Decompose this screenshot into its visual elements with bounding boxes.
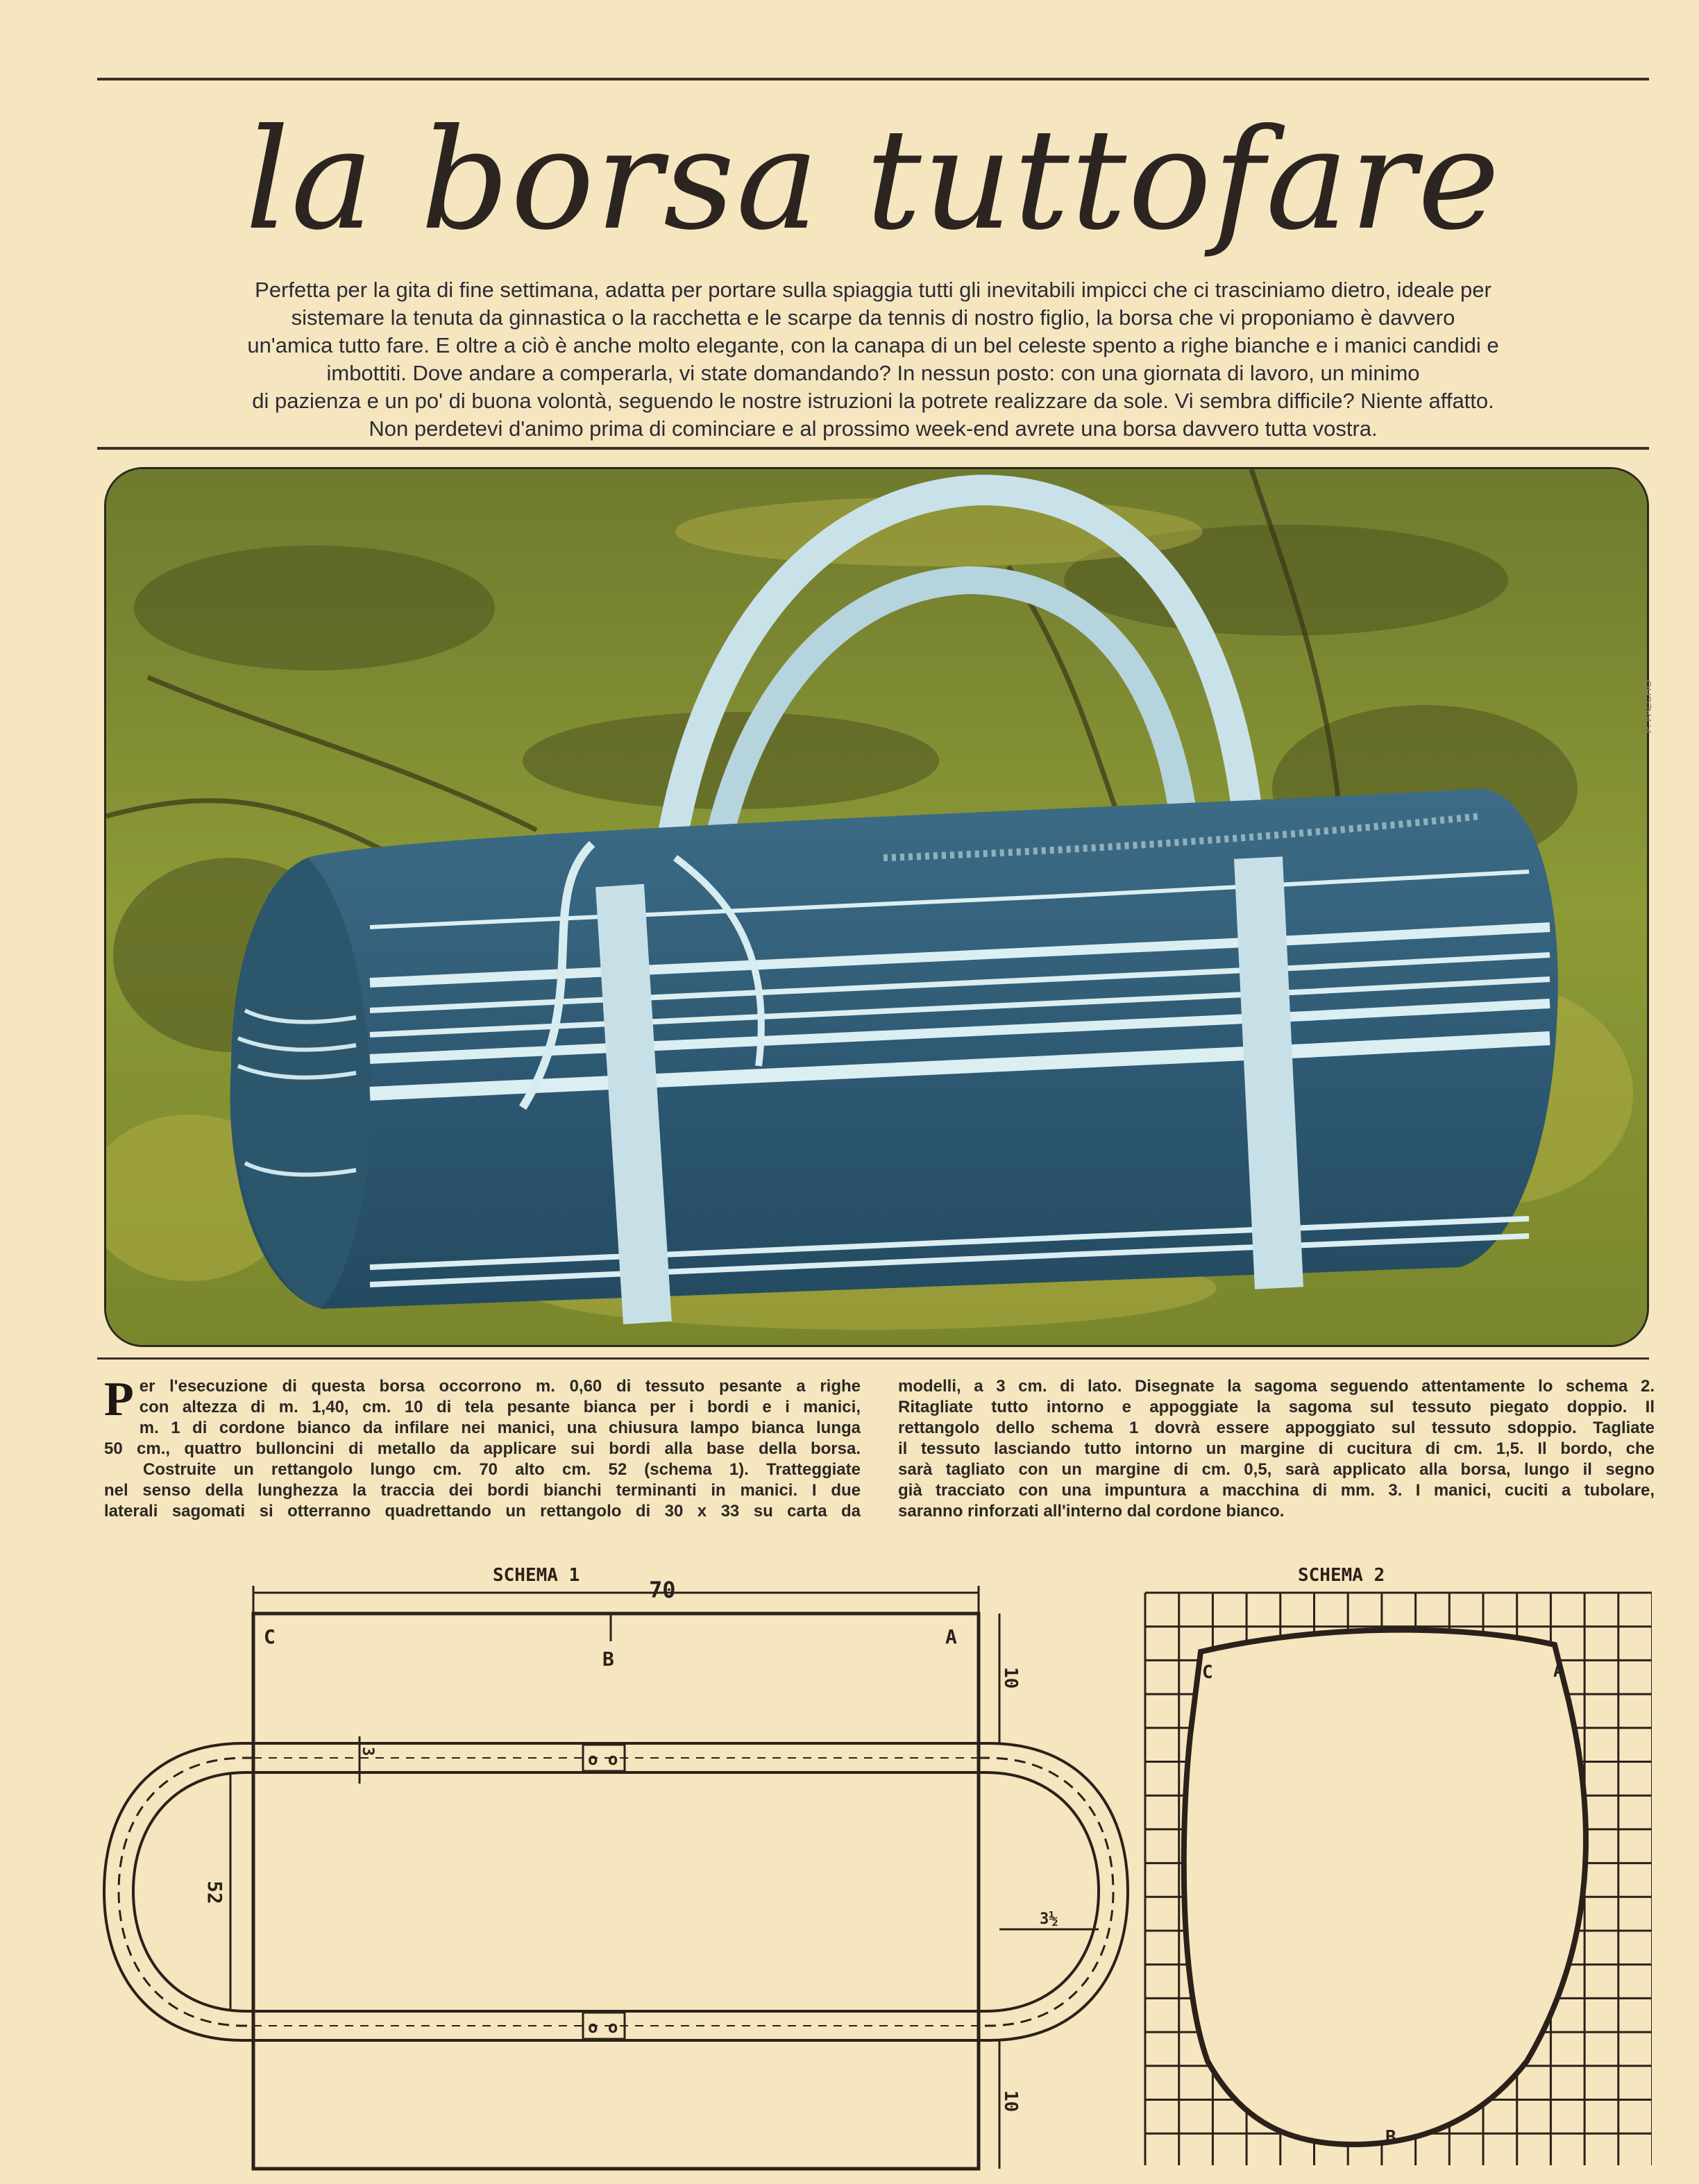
- text-line: modelli, a 3 cm. di lato. Disegnate la sagoma seguendo attentamente lo schema 2.: [898, 1377, 1655, 1396]
- intro-bottom-rule: [97, 447, 1649, 450]
- top-strip-label: 10: [1000, 1667, 1021, 1689]
- drop-cap: P: [104, 1373, 134, 1426]
- photo-credit: P. FALCHO: [1642, 680, 1654, 734]
- instructions-left-column: [104, 1373, 861, 1522]
- intro-line: Non perdetevi d'animo prima di cominciare e al prossimo week-end avrete una borsa davvero tutta vostra.: [369, 416, 1378, 441]
- text-line: nel senso della lunghezza la traccia dei bordi bianchi terminanti in manici. I due: [104, 1481, 861, 1500]
- schema-2-point-b: B: [1385, 2127, 1396, 2148]
- intro-line: Perfetta per la gita di fine settimana, adatta per portare sulla spiaggia tutti gli inevitabili impicci che ci trasciniamo dietro, ideale per: [255, 278, 1491, 302]
- top-rule: [97, 78, 1649, 81]
- intro-line: imbottiti. Dove andare a comperarla, vi state domandando? In nessun posto: con una giornata di lavoro, un minimo: [326, 361, 1420, 385]
- photo-bottom-rule: [97, 1357, 1649, 1360]
- side-panel-shape: [1184, 1630, 1586, 2144]
- handle-width-label: 3: [359, 1747, 376, 1756]
- bag-photo-illustration: [106, 469, 1647, 1345]
- height-label: 52: [203, 1881, 226, 1904]
- left-handle-inner: [133, 1772, 253, 2011]
- text-line: Ritagliate tutto intorno e appoggiate la sagoma sul tessuto piegato doppio. Il: [898, 1398, 1655, 1416]
- handle-offset-label: 3½: [1040, 1911, 1058, 1928]
- text-line: sarà tagliato con un margine di cm. 0,5, sarà applicato alla borsa, lungo il segno: [898, 1460, 1655, 1479]
- text-line: già tracciato con una impuntura a macchina di mm. 3. I manici, cuciti a tubolare,: [898, 1481, 1655, 1500]
- text-line: con altezza di m. 1,40, cm. 10 di tela pesante bianca per i bordi e i manici,: [139, 1398, 861, 1416]
- left-handle-stitch: [119, 1758, 253, 2026]
- page-title: la borsa tuttofare: [245, 99, 1501, 261]
- schema-1-title: SCHEMA 1: [493, 1565, 580, 1586]
- schema-2-point-c: C: [1202, 1662, 1213, 1683]
- right-handle-outer: [979, 1743, 1128, 2040]
- bag-photo: [104, 467, 1649, 1347]
- schema-2-title: SCHEMA 2: [1298, 1565, 1385, 1586]
- intro-line: un'amica tutto fare. E oltre a ciò è anche molto elegante, con la canapa di un bel celeste spento a righe bianche e i manici candidi e: [247, 333, 1499, 357]
- intro-line: sistemare la tenuta da ginnastica o la racchetta e le scarpe da tennis di nostro figlio, la borsa che vi proponiamo è davvero: [291, 305, 1455, 330]
- text-line: rettangolo dello schema 1 dovrà essere appoggiato sul tessuto sdoppio. Tagliate: [898, 1419, 1655, 1437]
- main-rectangle: [253, 1614, 979, 2169]
- point-c: C: [264, 1625, 276, 1648]
- text-line: er l'esecuzione di questa borsa occorrono m. 0,60 di tessuto pesante a righe: [139, 1377, 861, 1396]
- schema-1-diagram: [97, 1555, 1138, 2179]
- bottom-strip-label: 10: [1000, 2090, 1021, 2113]
- schema-2-diagram: [1138, 1555, 1652, 2165]
- instructions-right-column: [898, 1376, 1655, 1522]
- right-handle-inner: [979, 1772, 1099, 2011]
- point-b: B: [602, 1648, 614, 1670]
- rivets-top: o o: [588, 1750, 618, 1769]
- intro-paragraph: [97, 276, 1649, 443]
- right-handle-stitch: [979, 1758, 1113, 2026]
- schema-2-point-a: A: [1553, 1661, 1564, 1682]
- intro-line: di pazienza e un po' di buona volontà, seguendo le nostre istruzioni la potrete realizzare da sole. Vi sembra difficile? Niente affatto.: [252, 389, 1494, 413]
- text-line: laterali sagomati si otterranno quadrettando un rettangolo di 30 x 33 su carta da: [104, 1502, 861, 1521]
- text-line: il tessuto lasciando tutto intorno un margine di cucitura di cm. 1,5. Il bordo, che: [898, 1439, 1655, 1458]
- rivets-bottom: o o: [588, 2017, 618, 2037]
- text-line: saranno rinforzati all'interno dal cordone bianco.: [898, 1502, 1285, 1521]
- text-line: Costruite un rettangolo lungo cm. 70 alto cm. 52 (schema 1). Tratteggiate: [143, 1460, 861, 1479]
- width-label: 70: [649, 1577, 676, 1603]
- text-line: m. 1 di cordone bianco da infilare nei manici, una chiusura lampo bianca lunga: [139, 1419, 861, 1437]
- point-a: A: [945, 1625, 957, 1648]
- text-line: 50 cm., quattro bulloncini di metallo da applicare sui bordi alla base della borsa.: [104, 1439, 861, 1458]
